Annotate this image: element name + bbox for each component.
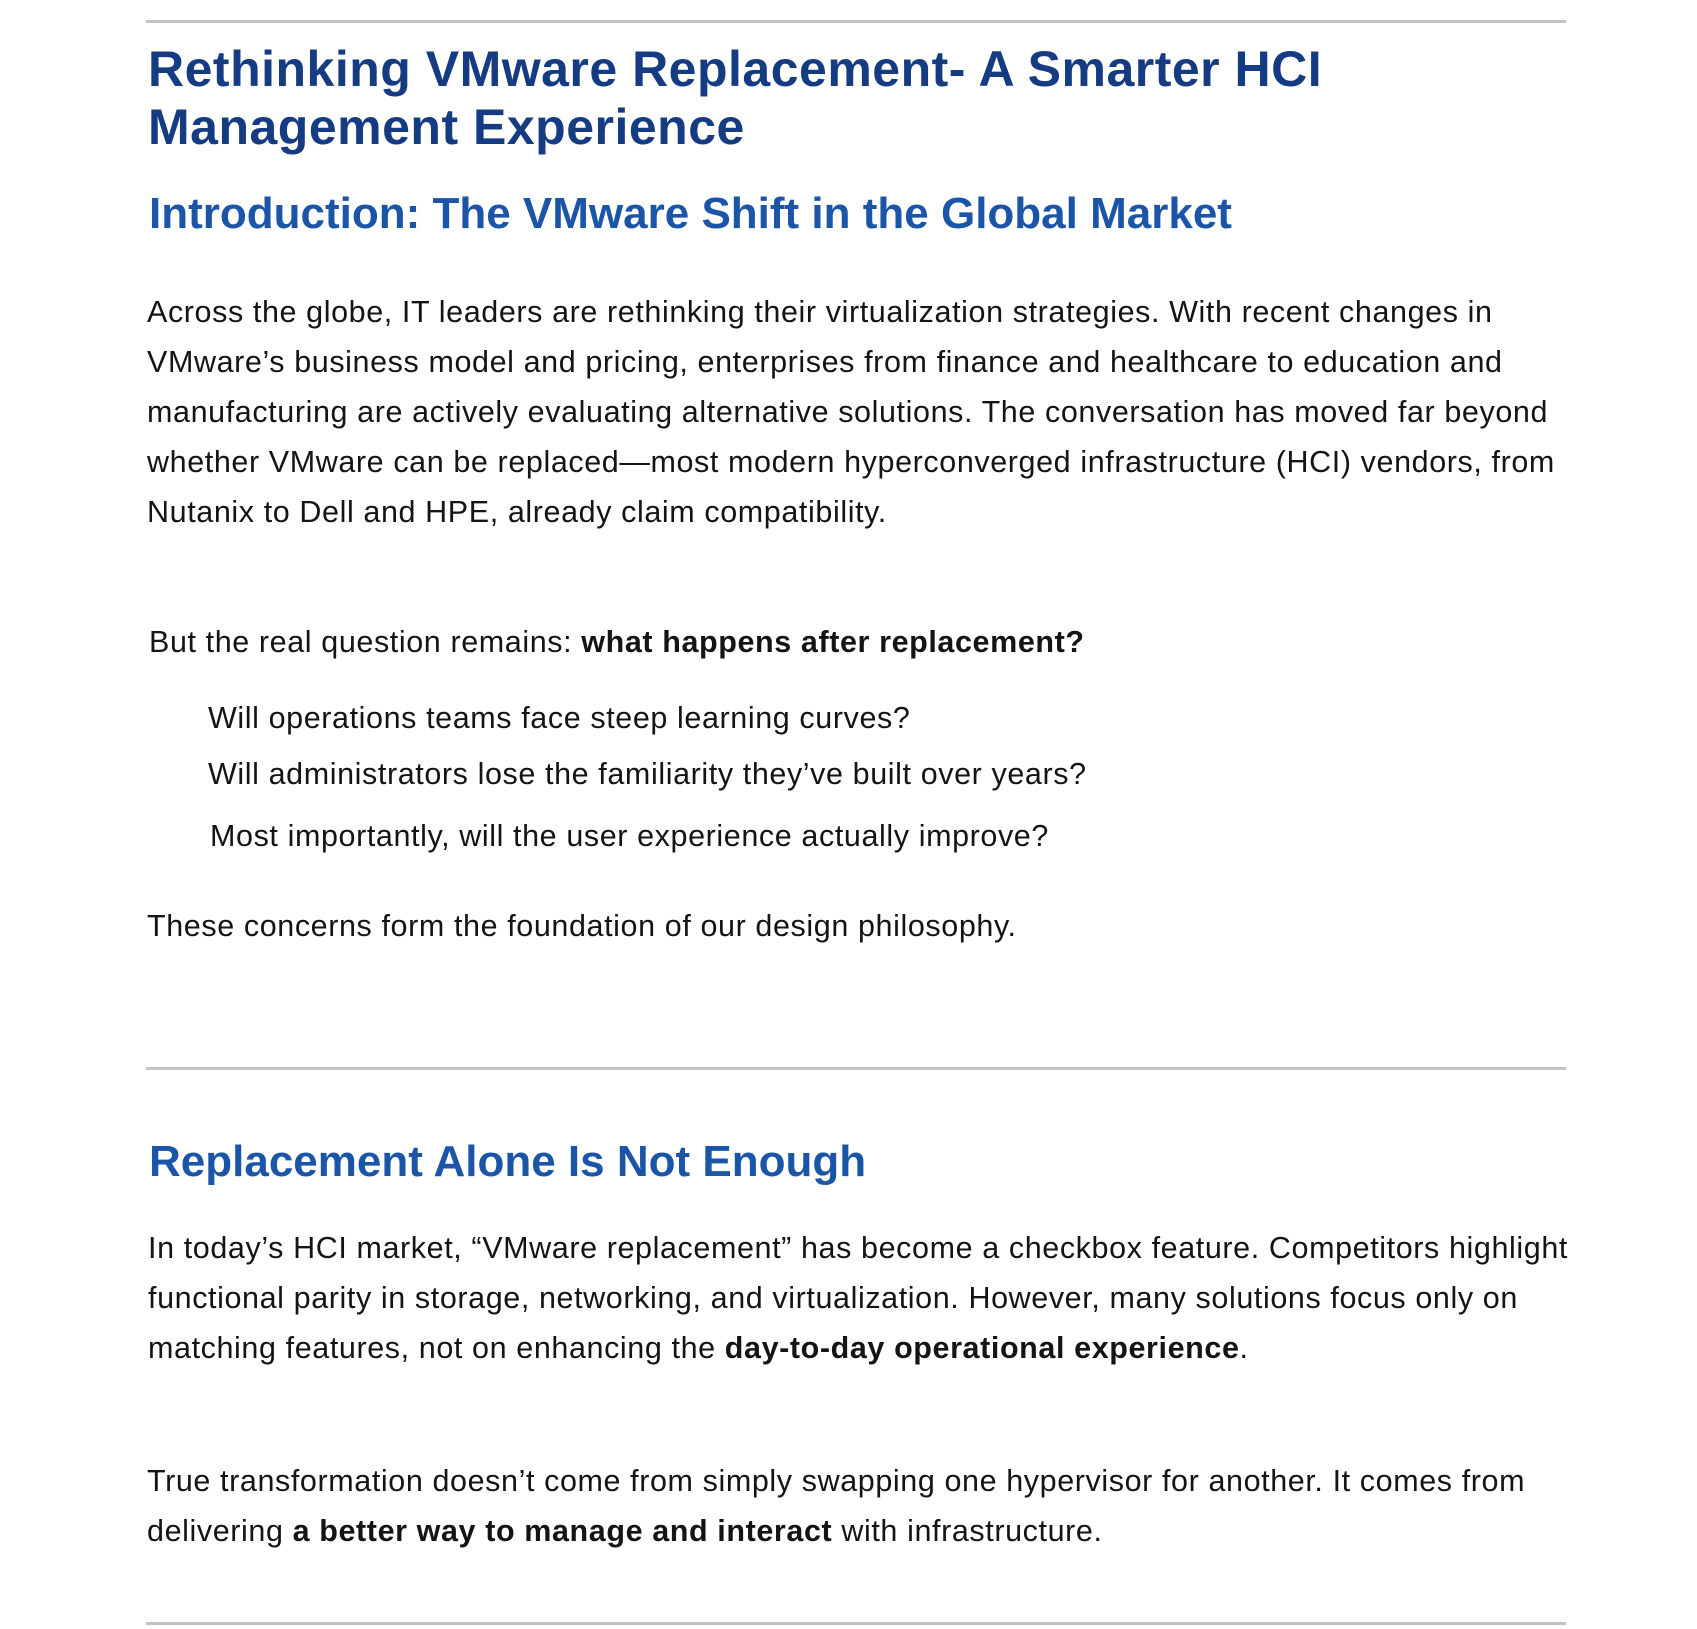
transform-end: with infrastructure.	[832, 1514, 1103, 1548]
list-item: Most importantly, will the user experience actually improve?	[210, 819, 1049, 853]
transform-bold: a better way to manage and interact	[292, 1514, 833, 1548]
document-title: Rethinking VMware Replacement- A Smarter HCI Management Experience	[148, 41, 1323, 155]
transformation-paragraph	[147, 1456, 1567, 1556]
top-divider	[146, 20, 1566, 23]
list-item: Will operations teams face steep learning curves?	[208, 701, 911, 735]
section-heading-replacement: Replacement Alone Is Not Enough	[149, 1137, 867, 1186]
market-end: .	[1239, 1331, 1249, 1365]
question-paragraph	[149, 622, 1569, 662]
middle-divider	[146, 1067, 1566, 1070]
intro-paragraph: Across the globe, IT leaders are rethinking their virtualization strategies. With recent changes in VMware’s business model and pricing, enterprises from finance and healthcare to education and manufacturing are actively evaluating alternative solutions. The conversation has moved far beyond whether VMware can be replaced—most modern hyperconverged infrastructure (HCI) vendors, from Nutanix to Dell and HPE, already claim compatibility.	[147, 295, 1555, 529]
bottom-divider	[146, 1622, 1566, 1625]
market-bold: day-to-day operational experience	[724, 1331, 1240, 1365]
question-bold: what happens after replacement?	[581, 625, 1085, 659]
transform-lead: True transformation doesn’t come from simply swapping one hypervisor for another. It comes from delivering	[147, 1464, 1526, 1548]
section-heading-introduction: Introduction: The VMware Shift in the Global Market	[149, 189, 1232, 238]
closing-paragraph: These concerns form the foundation of our design philosophy.	[147, 909, 1017, 943]
question-lead: But the real question remains:	[149, 625, 582, 659]
market-paragraph	[148, 1223, 1568, 1373]
list-item: Will administrators lose the familiarity they’ve built over years?	[208, 757, 1087, 791]
concern-list	[208, 698, 1087, 872]
market-lead: In today’s HCI market, “VMware replacement” has become a checkbox feature. Competitors highlight functional parity in storage, networking, and virtualization. However, many solutions focus only on matching features, not on enhancing the	[148, 1231, 1568, 1365]
